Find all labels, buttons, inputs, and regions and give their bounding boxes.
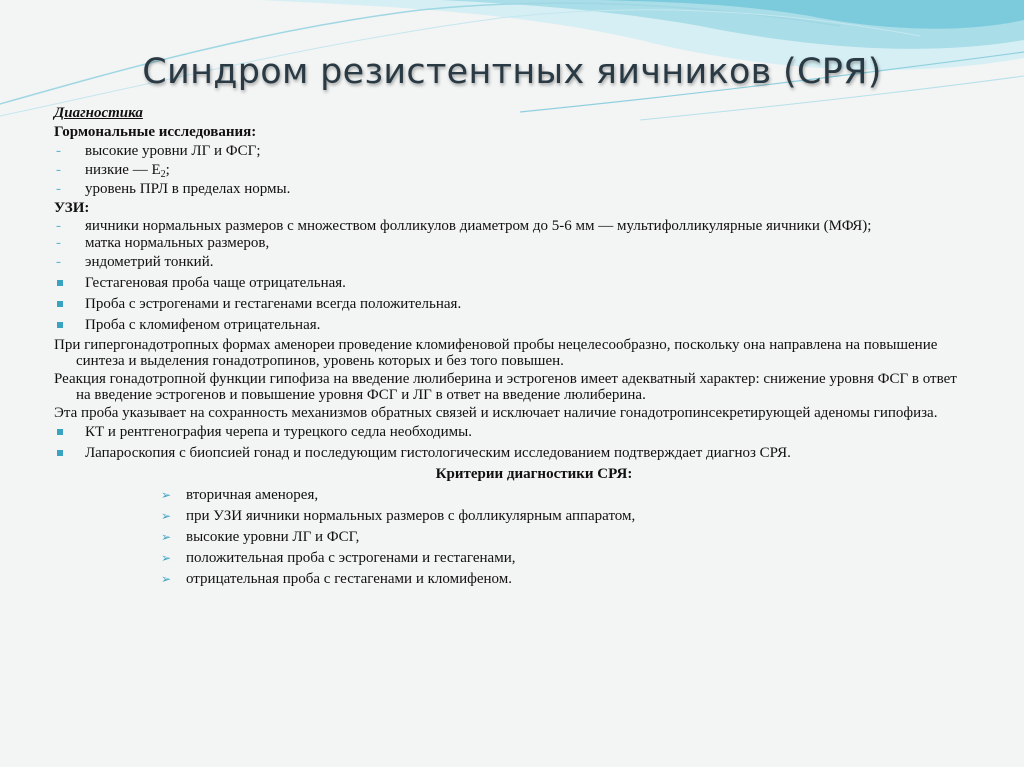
arrow-bullet-icon: ➢ (161, 530, 172, 544)
test-item: Проба с эстрогенами и гестагенами всегда положительная. (54, 295, 974, 314)
slide-title: Синдром резистентных яичников (СРЯ) (142, 52, 882, 92)
hormonal-item-lh-fsh: - высокие уровни ЛГ и ФСГ; (56, 143, 261, 159)
dash-marker: - (56, 235, 61, 251)
diagnostics-heading: Диагностика (54, 105, 143, 121)
arrow-bullet-icon: ➢ (161, 551, 172, 565)
hormonal-item-e2: - низкие — $Е_2$; (56, 162, 170, 180)
procedure-item: Лапароскопия с биопсией гонад и последующим гистологическим исследованием подтверждает диагноз СРЯ. (54, 444, 974, 463)
square-bullet-icon (57, 280, 63, 286)
square-bullet-icon (57, 301, 63, 307)
criteria-item: ➢ отрицательная проба с гестагенами и кломифеном. (161, 571, 512, 587)
dash-marker: - (56, 143, 61, 159)
dash-marker: - (56, 218, 61, 234)
paragraph: Реакция гонадотропной функции гипофиза на введение люлиберина и эстрогенов имеет адекватный характер: снижение уровня ФСГ в ответ на введение эстрогенов и повышение уровня ФСГ и ЛГ в ответ на введение люлиберина. (54, 371, 957, 403)
us-item: - яичники нормальных размеров с множеством фолликулов диаметром до 5-6 мм — мультифолликулярные яичники (МФЯ); (56, 218, 872, 234)
arrow-bullet-icon: ➢ (161, 488, 172, 502)
square-bullet-icon (57, 450, 63, 456)
criteria-item: ➢ положительная проба с эстрогенами и гестагенами, (161, 550, 516, 566)
criteria-item: ➢ высокие уровни ЛГ и ФСГ, (161, 529, 360, 545)
us-heading: УЗИ: (54, 200, 90, 216)
dash-marker: - (56, 162, 61, 178)
slide-body (54, 104, 974, 589)
test-item: Проба с кломифеном отрицательная. (54, 316, 974, 335)
square-bullet-icon (57, 429, 63, 435)
test-item: Гестагеновая проба чаще отрицательная. (54, 274, 974, 293)
us-item: - матка нормальных размеров, (56, 235, 270, 251)
paragraph: Эта проба указывает на сохранность механизмов обратных связей и исключает наличие гонадотропинсекретирующей аденомы гипофиза. (54, 405, 938, 421)
criteria-heading: Критерии диагностики СРЯ: (435, 466, 633, 482)
dash-marker: - (56, 181, 61, 197)
us-item: - эндометрий тонкий. (56, 254, 214, 270)
criteria-item: ➢ вторичная аменорея, (161, 487, 319, 503)
criteria-item: ➢ при УЗИ яичники нормальных размеров с фолликулярным аппаратом, (161, 508, 636, 524)
square-bullet-icon (57, 322, 63, 328)
procedure-item: КТ и рентгенография черепа и турецкого седла необходимы. (54, 423, 974, 442)
hormonal-item-prl: - уровень ПРЛ в пределах нормы. (56, 181, 291, 197)
arrow-bullet-icon: ➢ (161, 572, 172, 586)
dash-marker: - (56, 254, 61, 270)
hormonal-heading: Гормональные исследования: (54, 124, 257, 140)
arrow-bullet-icon: ➢ (161, 509, 172, 523)
paragraph: При гипергонадотропных формах аменореи проведение кломифеновой пробы нецелесообразно, поскольку она направлена на повышение синтеза и выделения гонадотропинов, уровень которых и без того повышен. (54, 337, 938, 369)
